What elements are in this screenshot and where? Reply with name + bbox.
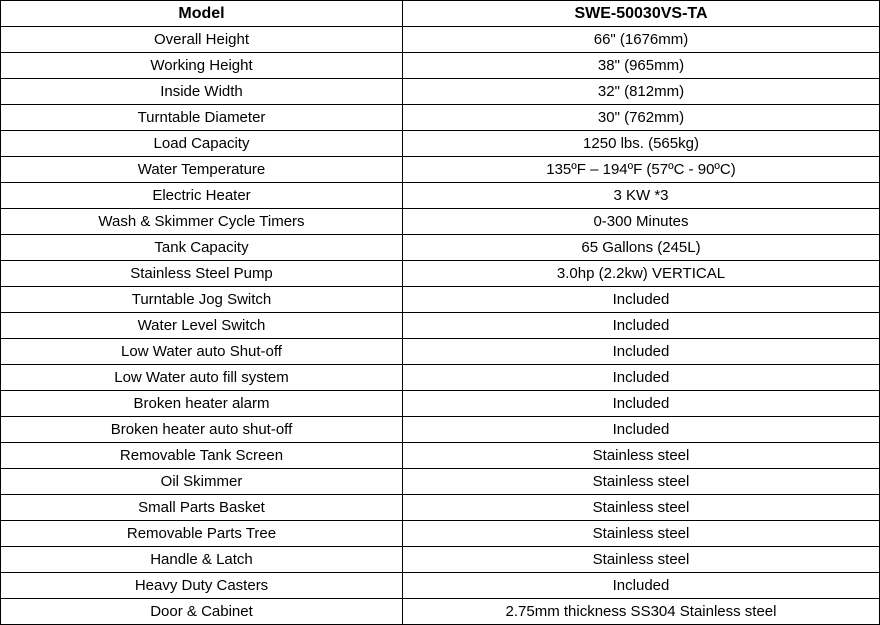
spec-value-cell: Stainless steel xyxy=(403,469,880,495)
spec-value-cell: 2.75mm thickness SS304 Stainless steel xyxy=(403,599,880,625)
spec-value-cell: Included xyxy=(403,417,880,443)
spec-value-cell: 135ºF – 194ºF (57ºC - 90ºC) xyxy=(403,157,880,183)
spec-label-cell: Turntable Diameter xyxy=(1,105,403,131)
spec-label-cell: Electric Heater xyxy=(1,183,403,209)
spec-label-cell: Heavy Duty Casters xyxy=(1,573,403,599)
header-label-cell: Model xyxy=(1,1,403,27)
spec-value-cell: 32" (812mm) xyxy=(403,79,880,105)
spec-value-cell: Included xyxy=(403,573,880,599)
spec-value-cell: Stainless steel xyxy=(403,521,880,547)
table-row xyxy=(1,599,880,625)
spec-value-cell: 66" (1676mm) xyxy=(403,27,880,53)
table-row xyxy=(1,339,880,365)
spec-value-cell: Included xyxy=(403,339,880,365)
spec-value-cell: Stainless steel xyxy=(403,547,880,573)
spec-label-cell: Handle & Latch xyxy=(1,547,403,573)
spec-label-cell: Broken heater auto shut-off xyxy=(1,417,403,443)
spec-value-cell: Included xyxy=(403,391,880,417)
header-model-cell: SWE-50030VS-TA xyxy=(403,1,880,27)
table-row xyxy=(1,27,880,53)
table-row xyxy=(1,573,880,599)
table-row xyxy=(1,443,880,469)
table-header-row xyxy=(1,1,880,27)
spec-label-cell: Inside Width xyxy=(1,79,403,105)
table-row xyxy=(1,469,880,495)
table-row xyxy=(1,261,880,287)
spec-value-cell: 65 Gallons (245L) xyxy=(403,235,880,261)
table-row xyxy=(1,183,880,209)
spec-label-cell: Removable Parts Tree xyxy=(1,521,403,547)
spec-label-cell: Door & Cabinet xyxy=(1,599,403,625)
table-row xyxy=(1,391,880,417)
spec-value-cell: Included xyxy=(403,365,880,391)
table-row xyxy=(1,521,880,547)
spec-value-cell: Included xyxy=(403,287,880,313)
table-row xyxy=(1,105,880,131)
spec-value-cell: 3 KW *3 xyxy=(403,183,880,209)
spec-label-cell: Working Height xyxy=(1,53,403,79)
table-row xyxy=(1,313,880,339)
table-row xyxy=(1,547,880,573)
table-row xyxy=(1,53,880,79)
spec-label-cell: Small Parts Basket xyxy=(1,495,403,521)
spec-value-cell: 30" (762mm) xyxy=(403,105,880,131)
spec-value-cell: 1250 lbs. (565kg) xyxy=(403,131,880,157)
table-row xyxy=(1,365,880,391)
spec-label-cell: Wash & Skimmer Cycle Timers xyxy=(1,209,403,235)
spec-label-cell: Load Capacity xyxy=(1,131,403,157)
table-row xyxy=(1,79,880,105)
spec-label-cell: Removable Tank Screen xyxy=(1,443,403,469)
spec-label-cell: Low Water auto fill system xyxy=(1,365,403,391)
table-row xyxy=(1,157,880,183)
spec-label-cell: Stainless Steel Pump xyxy=(1,261,403,287)
spec-label-cell: Tank Capacity xyxy=(1,235,403,261)
spec-label-cell: Overall Height xyxy=(1,27,403,53)
spec-label-cell: Broken heater alarm xyxy=(1,391,403,417)
spec-label-cell: Oil Skimmer xyxy=(1,469,403,495)
table-row xyxy=(1,235,880,261)
table-row xyxy=(1,417,880,443)
spec-label-cell: Low Water auto Shut-off xyxy=(1,339,403,365)
table-row xyxy=(1,131,880,157)
spec-value-cell: Stainless steel xyxy=(403,443,880,469)
table-row xyxy=(1,287,880,313)
spec-table-body xyxy=(1,27,880,625)
spec-value-cell: 0-300 Minutes xyxy=(403,209,880,235)
spec-label-cell: Water Temperature xyxy=(1,157,403,183)
spec-label-cell: Turntable Jog Switch xyxy=(1,287,403,313)
table-row xyxy=(1,209,880,235)
spec-value-cell: 38" (965mm) xyxy=(403,53,880,79)
spec-label-cell: Water Level Switch xyxy=(1,313,403,339)
spec-value-cell: 3.0hp (2.2kw) VERTICAL xyxy=(403,261,880,287)
table-row xyxy=(1,495,880,521)
spec-value-cell: Stainless steel xyxy=(403,495,880,521)
spec-value-cell: Included xyxy=(403,313,880,339)
